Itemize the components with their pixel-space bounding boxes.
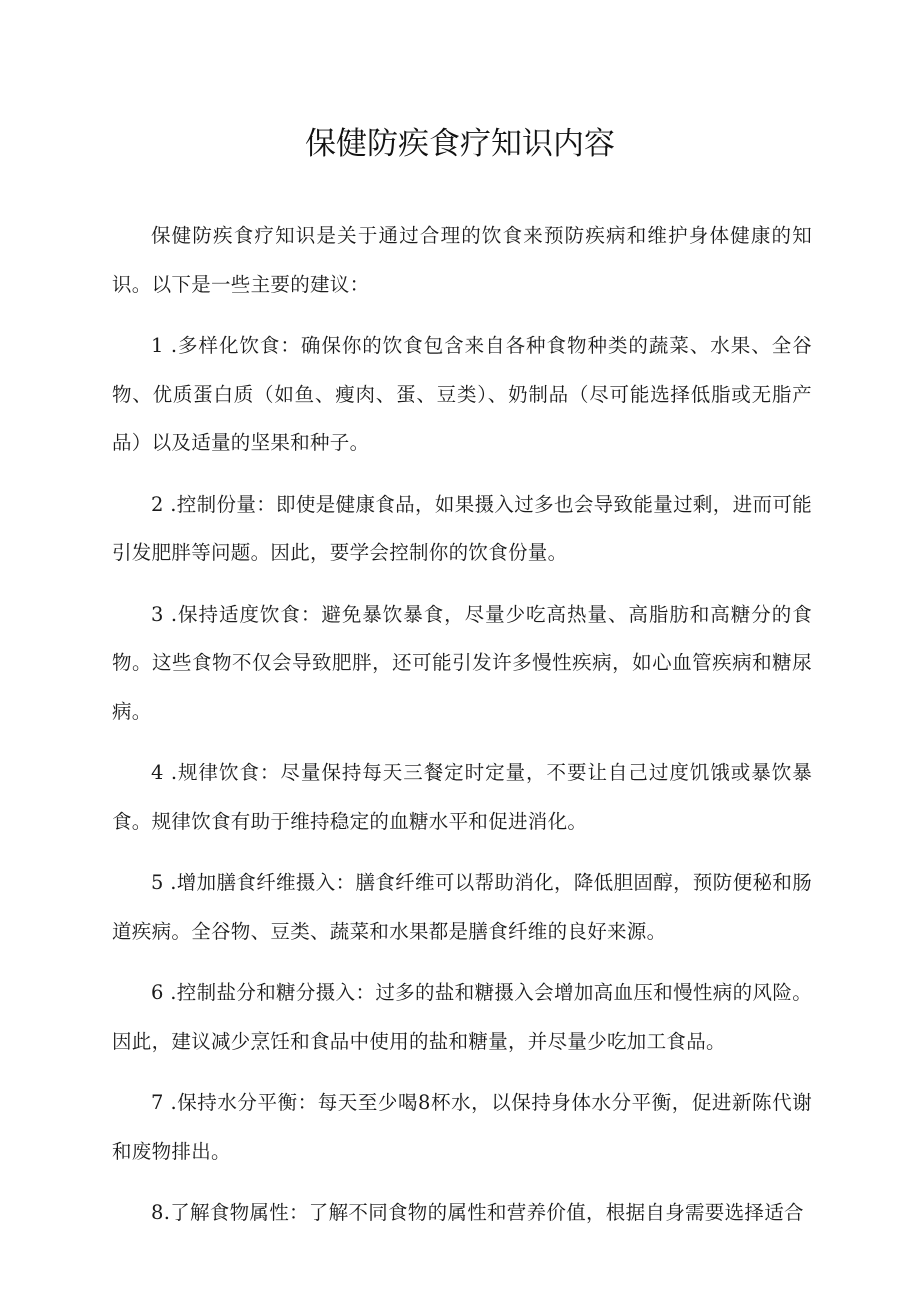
item-paragraph-7: 7 .保持水分平衡：每天至少喝8杯水，以保持身体水分平衡，促进新陈代谢和废物排出。	[112, 1091, 812, 1163]
item-paragraph-4: 4 .规律饮食：尽量保持每天三餐定时定量，不要让自己过度饥饿或暴饮暴食。规律饮食有助于维持稳定的血糖水平和促进消化。	[112, 761, 812, 833]
item-paragraph-2: 2 .控制份量：即使是健康食品，如果摄入过多也会导致能量过剩，进而可能引发肥胖等问题。因此，要学会控制你的饮食份量。	[112, 492, 812, 564]
document-body	[112, 212, 812, 1251]
item-paragraph-1: 1 .多样化饮食：确保你的饮食包含来自各种食物种类的蔬菜、水果、全谷物、优质蛋白质（如鱼、瘦肉、蛋、豆类）、奶制品（尽可能选择低脂或无脂产品）以及适量的坚果和种子。	[112, 334, 812, 454]
document-title: 保健防疾食疗知识内容	[305, 126, 615, 162]
item-paragraph-6: 6 .控制盐分和糖分摄入：过多的盐和糖摄入会增加高血压和慢性病的风险。因此，建议减少烹饪和食品中使用的盐和糖量，并尽量少吃加工食品。	[112, 981, 812, 1053]
intro-paragraph: 保健防疾食疗知识是关于通过合理的饮食来预防疾病和维护身体健康的知识。以下是一些主要的建议：	[112, 224, 812, 296]
item-paragraph-8: 8.了解食物属性：了解不同食物的属性和营养价值，根据自身需要选择适合	[151, 1201, 804, 1224]
item-paragraph-5: 5 .增加膳食纤维摄入：膳食纤维可以帮助消化，降低胆固醇，预防便秘和肠道疾病。全谷物、豆类、蔬菜和水果都是膳食纤维的良好来源。	[112, 871, 812, 943]
item-paragraph-3: 3 .保持适度饮食：避免暴饮暴食，尽量少吃高热量、高脂肪和高糖分的食物。这些食物不仅会导致肥胖，还可能引发许多慢性疾病，如心血管疾病和糖尿病。	[112, 602, 812, 723]
